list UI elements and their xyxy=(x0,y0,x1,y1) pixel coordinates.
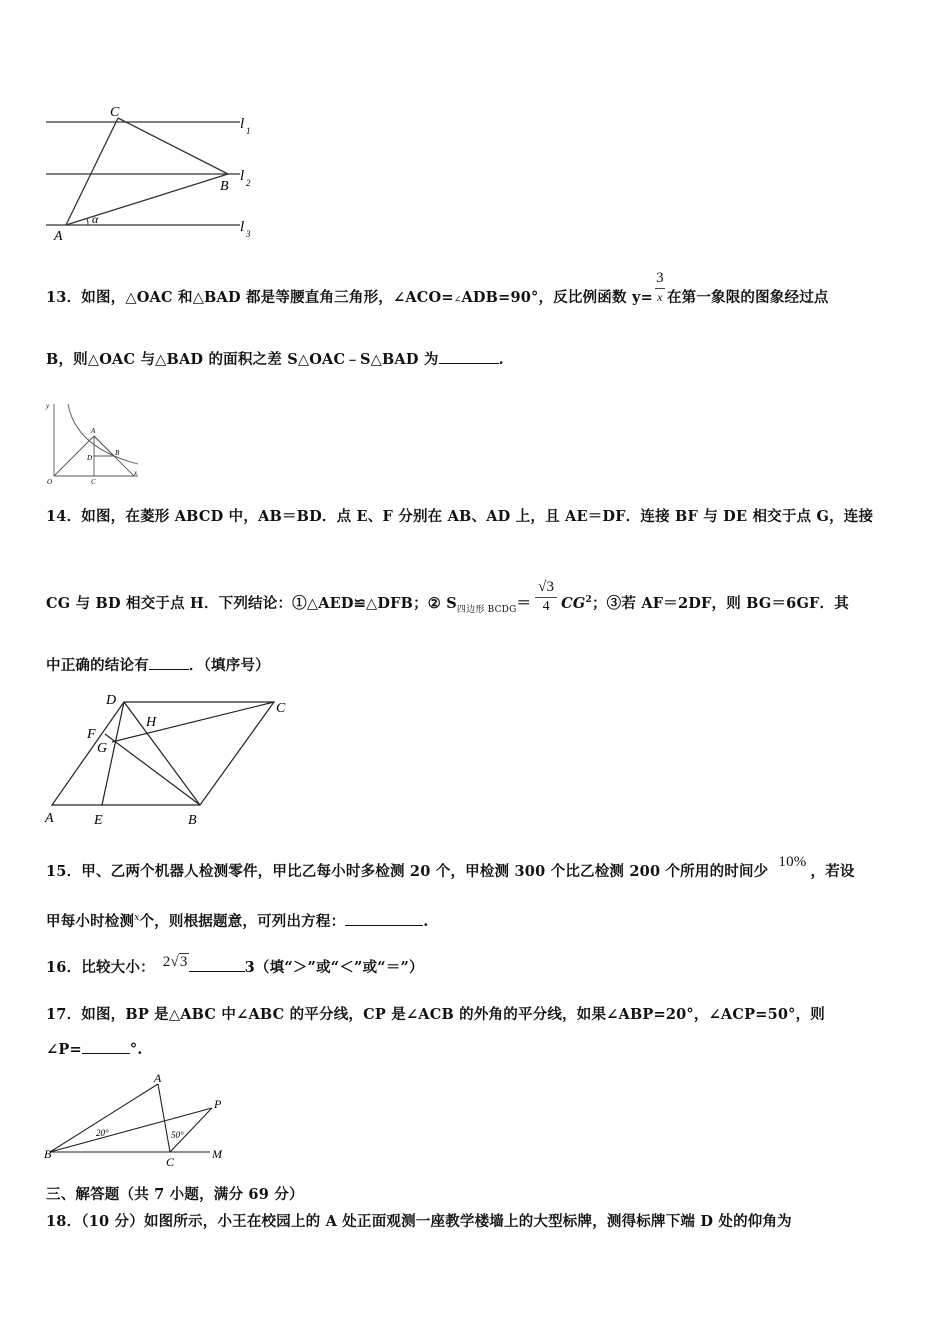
q15-line2 xyxy=(46,910,429,931)
rhombus-ABCD xyxy=(52,702,274,805)
q14-line3 xyxy=(46,654,270,675)
label-D: D xyxy=(87,454,93,462)
q14-frac-bar xyxy=(535,597,557,598)
q14-frac-num: √3 xyxy=(538,579,555,595)
label-l1: l xyxy=(240,116,245,132)
label-E: E xyxy=(94,813,103,828)
q13-frac-num: 3 xyxy=(656,270,664,286)
q13-text-c: 在第一象限的图象经过点 xyxy=(666,289,829,306)
q15-end: . xyxy=(423,913,429,930)
figure-inverse-function xyxy=(42,396,142,486)
q13-angle-symbol: ∠ xyxy=(453,295,462,305)
q14-equals: ＝ xyxy=(516,595,532,612)
q14-text-e: ．（填序号） xyxy=(188,657,270,674)
curve xyxy=(68,404,138,464)
q13-line1 xyxy=(46,270,829,307)
label-A: A xyxy=(45,811,54,826)
q16-prefix: 16．比较大小： xyxy=(46,959,155,976)
q14-line1 xyxy=(46,505,873,526)
q16-suffix: 3（填“＞”或“＜”或“＝”） xyxy=(244,959,424,976)
q16-line xyxy=(46,956,424,977)
label-A: A xyxy=(54,229,63,244)
q17-text-a: 17．如图，BP 是△ABC 中∠ABC 的平分线，CP 是∠ACB 的外角的平分线，如果∠ABP=20°，∠ACP=50°，则 xyxy=(46,1006,826,1023)
q15-text-d: 个，则根据题意，可列出方程： xyxy=(139,913,346,930)
q15-line1 xyxy=(46,854,855,881)
figure-angle-bisector xyxy=(42,1070,242,1170)
q14-answer-blank[interactable] xyxy=(149,657,189,670)
segment-BF xyxy=(105,734,200,805)
q14-text-b: CG 与 BD 相交于点 H．下列结论：①△AED≌△DFB；② S xyxy=(46,595,457,612)
q13-text-d: B，则△OAC 与△BAD 的面积之差 S△OAC﹣S△BAD 为 xyxy=(46,351,439,368)
q14-subscript: 四边形 BCDG xyxy=(456,604,517,615)
q13-text-b: ADB=90°，反比例函数 y= xyxy=(461,289,653,306)
segment-AC xyxy=(158,1084,170,1152)
q13-text-a: 13．如图，△OAC 和△BAD 都是等腰直角三角形，∠ACO= xyxy=(46,289,454,306)
q14-cg: CG xyxy=(561,595,586,612)
q13-frac-bar xyxy=(655,288,665,289)
label-G: G xyxy=(97,741,108,756)
label-x: x xyxy=(134,469,138,477)
label-B: B xyxy=(188,813,197,828)
label-A: A xyxy=(91,427,96,435)
label-C: C xyxy=(166,1155,175,1169)
label-H: H xyxy=(146,715,157,730)
q14-text-d: 中正确的结论有 xyxy=(46,657,149,674)
q17-text-b: ∠P= xyxy=(46,1041,82,1058)
label-l3-sub: 3 xyxy=(246,229,251,239)
label-B: B xyxy=(44,1147,52,1161)
q16-expression: 2√3 xyxy=(162,954,188,970)
label-l2-sub: 2 xyxy=(246,178,251,188)
q14-text-c: ；③若 AF＝2DF，则 BG＝6GF．其 xyxy=(591,595,849,612)
label-l3: l xyxy=(240,219,245,235)
label-F: F xyxy=(87,727,96,742)
section-3-title xyxy=(46,1183,304,1204)
q17-line1 xyxy=(46,1003,825,1024)
segment-BP xyxy=(50,1108,212,1152)
q18-line1 xyxy=(46,1210,792,1231)
label-A: A xyxy=(154,1071,162,1085)
q14-fraction xyxy=(535,580,557,614)
label-l2: l xyxy=(240,168,245,184)
q18-text: 18．（10 分）如图所示，小王在校园上的 A 处正面观测一座教学楼墙上的大型标牌，测得标牌下端 D 处的仰角为 xyxy=(46,1213,792,1230)
q15-text-a: 15．甲、乙两个机器人检测零件，甲比乙每小时多检测 20 个，甲检测 300 个比乙检测 200 个所用的时间少 xyxy=(46,863,769,880)
q17-text-c: °. xyxy=(129,1041,143,1058)
q17-line2 xyxy=(46,1041,143,1058)
section-3-text: 三、解答题（共 7 小题，满分 69 分） xyxy=(46,1186,304,1203)
q16-coef: 2 xyxy=(162,954,171,970)
q17-answer-blank[interactable] xyxy=(82,1041,130,1054)
label-angle-50: 50° xyxy=(171,1130,184,1140)
label-P: P xyxy=(214,1097,222,1111)
label-D: D xyxy=(106,693,117,708)
label-B: B xyxy=(115,449,120,457)
q14-text-a: 14．如图，在菱形 ABCD 中，AB＝BD．点 E、F 分别在 AB、AD 上，且 AE＝DF．连接 BF 与 DE 相交于点 G，连接 xyxy=(46,508,874,525)
angle-alpha-arc xyxy=(87,218,88,225)
q14-frac-den: 4 xyxy=(542,599,550,614)
q13-answer-blank[interactable] xyxy=(439,351,499,364)
label-C: C xyxy=(276,701,286,716)
q13-line2 xyxy=(46,348,504,369)
segment-BA xyxy=(50,1084,158,1152)
label-angle-20: 20° xyxy=(96,1128,109,1138)
q15-text-c: 甲每小时检测 xyxy=(46,913,135,930)
figure-parallel-lines xyxy=(40,100,270,245)
label-O: O xyxy=(47,478,53,486)
q14-line2 xyxy=(46,579,849,615)
q15-percent: 10% xyxy=(778,854,807,870)
segment-BD xyxy=(124,702,200,805)
label-M: M xyxy=(212,1147,222,1161)
q15-answer-blank[interactable] xyxy=(345,913,423,926)
q16-answer-blank[interactable] xyxy=(189,959,245,972)
label-l1-sub: 1 xyxy=(246,126,251,136)
label-C: C xyxy=(110,105,120,120)
q13-frac-den: x xyxy=(657,290,663,304)
q13-fraction xyxy=(655,271,665,303)
label-y: y xyxy=(46,402,50,410)
segment-AB xyxy=(66,174,228,225)
q15-variable: x xyxy=(134,913,140,924)
q16-radicand: 3 xyxy=(179,954,188,970)
q14-sup: 2 xyxy=(585,595,592,606)
segment-CB xyxy=(118,118,228,174)
segment-AC xyxy=(66,118,118,225)
label-B: B xyxy=(220,179,229,194)
q13-end: . xyxy=(498,351,504,368)
label-alpha: α xyxy=(92,212,99,226)
q15-text-b: ，若设 xyxy=(810,863,855,880)
figure-rhombus xyxy=(42,690,292,830)
label-C: C xyxy=(91,478,96,486)
